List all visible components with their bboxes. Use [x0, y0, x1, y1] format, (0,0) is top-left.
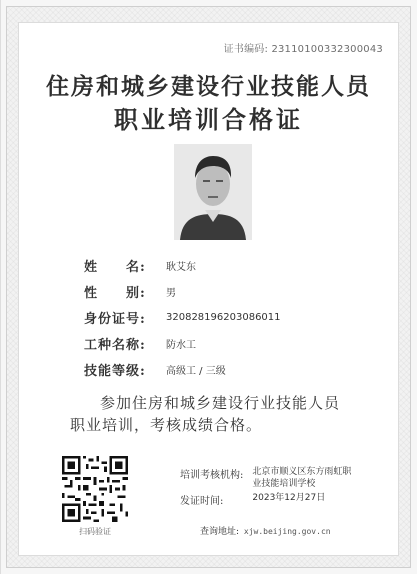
verification-qr-code[interactable] [62, 456, 128, 522]
field-label: 姓 名: [84, 259, 146, 275]
holder-fields [84, 252, 344, 382]
field-row-id-number [84, 304, 344, 330]
issue-date-value: 2023年12月27日 [252, 493, 326, 503]
title-line-1: 住房和城乡建设行业技能人员 [46, 73, 371, 100]
query-url-link[interactable]: xjw.beijing.gov.cn [243, 527, 331, 536]
statement-line-2: 职业培训，考核成绩合格。 [70, 416, 263, 434]
institution-value: 北京市顺义区东方雨虹职业技能培训学校 [252, 467, 352, 489]
statement-line-1: 参加住房和城乡建设行业技能人员 [100, 394, 341, 412]
portrait-image [174, 144, 252, 240]
field-value: 男 [166, 287, 176, 299]
field-label: 技能等级: [84, 363, 146, 379]
qr-caption: 扫码验证 [79, 527, 111, 536]
institution-row [180, 466, 360, 490]
certificate-number [224, 40, 383, 55]
field-row-gender [84, 278, 344, 304]
holder-photo [174, 144, 252, 240]
title-line-2: 职业培训合格证 [114, 105, 303, 134]
field-label: 性 别: [84, 285, 146, 301]
field-value: 高级工 / 三级 [166, 365, 226, 377]
query-label: 查询地址: [200, 527, 240, 537]
issue-date-label: 发证时间: [180, 496, 224, 507]
certificate-number-value: 23110100332300043 [271, 44, 383, 55]
query-address [200, 524, 331, 537]
field-row-name [84, 252, 344, 278]
field-label: 身份证号: [84, 311, 146, 327]
qr-icon [62, 456, 128, 522]
field-row-skill-level [84, 356, 344, 382]
field-value: 320828196203086011 [166, 311, 281, 323]
field-value: 耿艾东 [166, 261, 196, 273]
issue-date-row [180, 492, 360, 507]
certificate-number-label: 证书编码: [223, 44, 269, 55]
qualification-statement [70, 392, 365, 436]
field-label: 工种名称: [84, 337, 146, 353]
issuer-info [180, 466, 360, 509]
field-row-trade [84, 330, 344, 356]
institution-label: 培训考核机构: [180, 470, 244, 481]
field-value: 防水工 [166, 339, 196, 351]
